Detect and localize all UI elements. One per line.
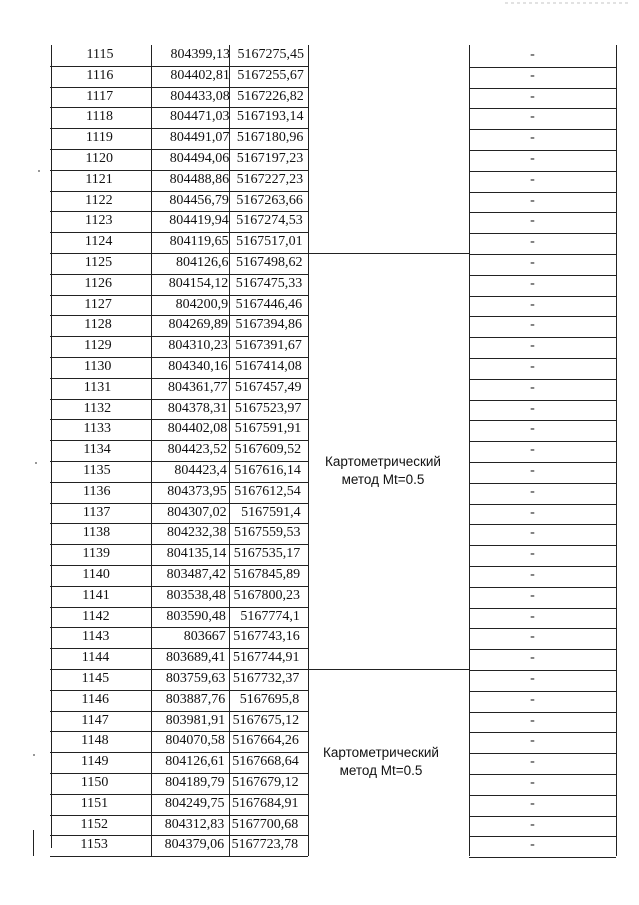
point-number: 1146 [81, 692, 109, 707]
y-coordinate: 5167274,53 [236, 213, 303, 228]
group-border [308, 253, 469, 254]
y-coordinate: 5167679,12 [232, 775, 299, 790]
point-number: 1151 [80, 796, 109, 811]
accuracy-dash: - [530, 172, 535, 187]
accuracy-dash: - [530, 151, 535, 166]
accuracy-dash: - [530, 68, 535, 83]
y-coordinate: 5167695,8 [239, 692, 300, 707]
x-coordinate: 804070,58 [165, 733, 225, 748]
x-coordinate: 804119,65 [169, 234, 229, 249]
accuracy-dash: - [530, 796, 535, 811]
accuracy-dash: - [530, 817, 535, 832]
method-label-line-2: метод Mt=0.5 [339, 763, 423, 778]
point-number: 1134 [83, 442, 111, 457]
x-coordinate: 804269,89 [168, 317, 228, 332]
accuracy-dash: - [530, 525, 535, 540]
point-number: 1150 [80, 775, 109, 790]
x-coordinate: 804232,38 [166, 525, 227, 540]
x-coordinate: 803689,41 [166, 650, 226, 665]
point-number: 1116 [86, 68, 114, 83]
point-number: 1143 [81, 629, 110, 644]
point-number: 1130 [83, 359, 112, 374]
accuracy-dash: - [530, 338, 535, 353]
x-coordinate: 804200,9 [175, 297, 229, 312]
point-number: 1118 [86, 109, 114, 124]
x-coordinate: 804419,94 [169, 213, 229, 228]
y-coordinate: 5167498,62 [235, 255, 303, 270]
margin-mark [33, 754, 35, 756]
accuracy-dash: - [530, 193, 535, 208]
y-coordinate: 5167414,08 [235, 359, 302, 374]
y-coordinate: 5167180,96 [236, 130, 304, 145]
point-number: 1153 [80, 837, 108, 852]
x-coordinate: 804310,23 [168, 338, 228, 353]
y-coordinate: 5167732,37 [232, 671, 300, 686]
accuracy-dash: - [530, 47, 535, 62]
x-coordinate: 803887,76 [165, 692, 226, 707]
y-coordinate: 5167675,12 [232, 713, 300, 728]
accuracy-dash: - [530, 629, 535, 644]
row-border [50, 856, 308, 857]
point-number: 1133 [83, 421, 111, 436]
accuracy-dash: - [530, 421, 535, 436]
accuracy-dash: - [530, 463, 535, 478]
point-number: 1152 [80, 817, 109, 832]
x-coordinate: 804379,06 [164, 837, 225, 852]
column-border [616, 45, 617, 856]
point-number: 1137 [82, 505, 111, 520]
x-coordinate: 803538,48 [166, 588, 226, 603]
point-number: 1128 [84, 317, 112, 332]
margin-mark [35, 462, 37, 464]
point-number: 1119 [85, 130, 113, 145]
coordinates-table [33, 45, 616, 856]
y-coordinate: 5167612,54 [234, 484, 301, 499]
y-coordinate: 5167609,52 [234, 442, 302, 457]
group-border [308, 669, 469, 670]
point-number: 1124 [84, 234, 113, 249]
y-coordinate: 5167391,67 [235, 338, 302, 353]
accuracy-dash: - [530, 837, 535, 852]
accuracy-dash: - [530, 401, 535, 416]
x-coordinate: 804312,83 [164, 817, 225, 832]
y-coordinate: 5167446,46 [235, 297, 303, 312]
x-coordinate: 804423,4 [174, 463, 227, 478]
accuracy-dash: - [530, 692, 535, 707]
y-coordinate: 5167457,49 [235, 380, 302, 395]
accuracy-dash: - [530, 754, 535, 769]
y-coordinate: 5167255,67 [237, 68, 304, 83]
accuracy-dash: - [530, 484, 535, 499]
point-number: 1141 [82, 588, 110, 603]
x-coordinate: 803981,91 [165, 713, 226, 728]
y-coordinate: 5167197,23 [236, 151, 304, 166]
x-coordinate: 804491,07 [169, 130, 230, 145]
x-coordinate: 804402,08 [167, 421, 228, 436]
accuracy-dash: - [530, 297, 535, 312]
margin-mark [38, 170, 40, 172]
y-coordinate: 5167774,1 [240, 609, 300, 624]
x-coordinate: 804154,12 [168, 276, 229, 291]
y-coordinate: 5167394,86 [235, 317, 302, 332]
x-coordinate: 804135,14 [166, 546, 227, 561]
point-number: 1139 [82, 546, 111, 561]
x-coordinate: 804361,77 [168, 380, 228, 395]
x-coordinate: 804402,81 [170, 68, 230, 83]
x-coordinate: 804126,6 [175, 255, 229, 270]
point-number: 1135 [83, 463, 111, 478]
x-coordinate: 804189,79 [165, 775, 225, 790]
accuracy-dash: - [530, 733, 535, 748]
point-number: 1126 [84, 276, 113, 291]
accuracy-dash: - [530, 567, 535, 582]
y-coordinate: 5167668,64 [232, 754, 299, 769]
y-coordinate: 5167193,14 [237, 109, 304, 124]
accuracy-dash: - [530, 234, 535, 249]
y-coordinate: 5167664,26 [232, 733, 299, 748]
x-coordinate: 804126,61 [165, 754, 225, 769]
x-coordinate: 803590,48 [166, 609, 226, 624]
accuracy-dash: - [530, 130, 535, 145]
y-coordinate: 5167723,78 [231, 837, 299, 852]
y-coordinate: 5167559,53 [233, 525, 301, 540]
point-number: 1132 [83, 401, 112, 416]
y-coordinate: 5167700,68 [231, 817, 299, 832]
accuracy-dash: - [530, 671, 535, 686]
row-border [469, 857, 616, 858]
method-label-line-1: Картометрический [325, 454, 441, 469]
point-number: 1127 [84, 297, 112, 312]
point-number: 1142 [82, 609, 110, 624]
accuracy-dash: - [530, 505, 535, 520]
accuracy-dash: - [530, 775, 535, 790]
accuracy-dash: - [530, 276, 535, 291]
x-coordinate: 804423,52 [167, 442, 228, 457]
y-coordinate: 5167263,66 [236, 193, 303, 208]
accuracy-dash: - [530, 546, 535, 561]
column-border [308, 45, 309, 856]
x-coordinate: 803667 [183, 629, 226, 644]
x-coordinate: 803759,63 [165, 671, 226, 686]
x-coordinate: 804471,03 [170, 109, 230, 124]
method-label-line-2: метод Mt=0.5 [341, 472, 425, 487]
accuracy-dash: - [530, 213, 535, 228]
accuracy-dash: - [530, 255, 535, 270]
y-coordinate: 5167523,97 [234, 401, 302, 416]
y-coordinate: 5167591,4 [241, 505, 301, 520]
x-coordinate: 804378,31 [167, 401, 228, 416]
x-coordinate: 804307,02 [167, 505, 227, 520]
y-coordinate: 5167743,16 [233, 629, 300, 644]
accuracy-dash: - [530, 317, 535, 332]
x-coordinate: 804249,75 [164, 796, 225, 811]
point-number: 1131 [83, 380, 112, 395]
y-coordinate: 5167227,23 [236, 172, 304, 187]
y-coordinate: 5167616,14 [234, 463, 301, 478]
point-number: 1129 [84, 338, 112, 353]
point-number: 1121 [85, 172, 113, 187]
point-number: 1117 [86, 89, 114, 104]
x-coordinate: 804373,95 [167, 484, 227, 499]
point-number: 1115 [86, 47, 114, 62]
point-number: 1147 [81, 713, 109, 728]
y-coordinate: 5167744,91 [233, 650, 300, 665]
x-coordinate: 804456,79 [169, 193, 229, 208]
x-coordinate: 804399,13 [170, 47, 230, 62]
column-border [33, 830, 34, 856]
method-label-block-1 [298, 453, 468, 489]
accuracy-dash: - [530, 442, 535, 457]
accuracy-dash: - [530, 650, 535, 665]
accuracy-dash: - [530, 588, 535, 603]
point-number: 1145 [81, 671, 110, 686]
point-number: 1122 [85, 193, 113, 208]
point-number: 1120 [85, 151, 113, 166]
point-number: 1136 [83, 484, 111, 499]
x-coordinate: 804433,08 [170, 89, 230, 104]
accuracy-dash: - [530, 359, 535, 374]
point-number: 1123 [85, 213, 113, 228]
point-number: 1140 [82, 567, 110, 582]
point-number: 1138 [82, 525, 111, 540]
y-coordinate: 5167845,89 [233, 567, 301, 582]
point-number: 1144 [81, 650, 110, 665]
y-coordinate: 5167517,01 [236, 234, 303, 249]
accuracy-dash: - [530, 713, 535, 728]
point-number: 1148 [81, 733, 109, 748]
scan-edge [0, 0, 639, 12]
y-coordinate: 5167226,82 [237, 89, 304, 104]
point-number: 1125 [84, 255, 113, 270]
y-coordinate: 5167684,91 [231, 796, 299, 811]
y-coordinate: 5167535,17 [233, 546, 301, 561]
y-coordinate: 5167591,91 [234, 421, 302, 436]
x-coordinate: 804494,06 [169, 151, 230, 166]
accuracy-dash: - [530, 109, 535, 124]
method-label-line-1: Картометрический [323, 745, 439, 760]
y-coordinate: 5167800,23 [233, 588, 300, 603]
accuracy-dash: - [530, 89, 535, 104]
accuracy-dash: - [530, 380, 535, 395]
y-coordinate: 5167475,33 [235, 276, 303, 291]
point-number: 1149 [81, 754, 109, 769]
scan-artifact [505, 2, 630, 4]
y-coordinate: 5167275,45 [237, 47, 304, 62]
x-coordinate: 804340,16 [168, 359, 228, 374]
x-coordinate: 804488,86 [169, 172, 230, 187]
method-label-block-2 [296, 744, 466, 780]
accuracy-dash: - [530, 609, 535, 624]
x-coordinate: 803487,42 [166, 567, 227, 582]
